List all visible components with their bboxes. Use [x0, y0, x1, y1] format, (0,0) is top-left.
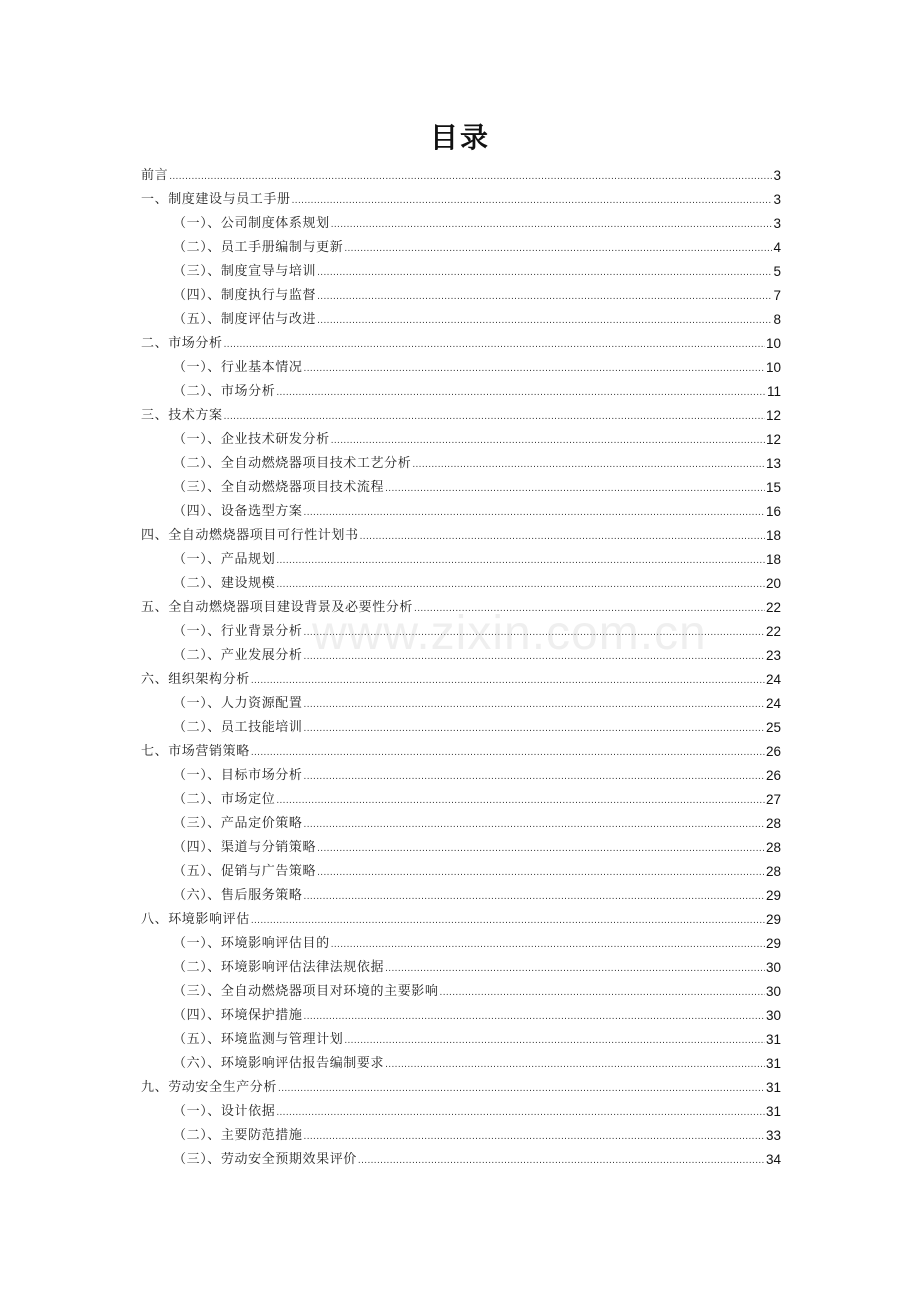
- toc-entry-label: （四）、环境保护措施: [173, 1008, 303, 1023]
- toc-entry-page-number: 11: [766, 384, 781, 399]
- toc-entry-page-number: 28: [765, 816, 781, 831]
- toc-entry-page-number: 31: [765, 1056, 781, 1071]
- toc-entry-page-number: 33: [765, 1128, 781, 1143]
- toc-section-entry[interactable]: [141, 688, 781, 712]
- toc-section-entry[interactable]: [141, 1144, 781, 1168]
- toc-section-entry[interactable]: [141, 760, 781, 784]
- dot-leader: [304, 818, 765, 832]
- toc-entry-label: （一）、环境影响评估目的: [173, 936, 330, 951]
- toc-section-entry[interactable]: [141, 448, 781, 472]
- dot-leader: [385, 962, 765, 976]
- dot-leader: [304, 506, 765, 520]
- toc-chapter-entry[interactable]: [141, 736, 781, 760]
- toc-entry-label: （一）、设计依据: [173, 1104, 276, 1119]
- toc-entry-page-number: 22: [765, 624, 781, 639]
- toc-entry-label: （二）、建设规模: [173, 576, 276, 591]
- toc-entry-label: 八、环境影响评估: [141, 912, 250, 927]
- toc-entry-page-number: 27: [765, 792, 781, 807]
- toc-section-entry[interactable]: [141, 712, 781, 736]
- toc-section-entry[interactable]: [141, 976, 781, 1000]
- toc-entry-label: （一）、人力资源配置: [173, 696, 303, 711]
- dot-leader: [224, 338, 765, 352]
- toc-entry-page-number: 30: [765, 960, 781, 975]
- toc-entry-page-number: 20: [765, 576, 781, 591]
- toc-chapter-entry[interactable]: [141, 904, 781, 928]
- toc-entry-label: （三）、全自动燃烧器项目技术流程: [173, 480, 385, 495]
- dot-leader: [292, 194, 773, 208]
- toc-section-entry[interactable]: [141, 208, 781, 232]
- toc-entry-label: （二）、环境影响评估法律法规依据: [173, 960, 385, 975]
- toc-entry-label: （三）、全自动燃烧器项目对环境的主要影响: [173, 984, 439, 999]
- dot-leader: [304, 362, 765, 376]
- toc-entry-label: （二）、产业发展分析: [173, 648, 303, 663]
- toc-section-entry[interactable]: [141, 304, 781, 328]
- dot-leader: [385, 1058, 765, 1072]
- toc-section-entry[interactable]: [141, 1120, 781, 1144]
- toc-entry-label: （五）、制度评估与改进: [173, 312, 317, 327]
- toc-section-entry[interactable]: [141, 352, 781, 376]
- toc-section-entry[interactable]: [141, 544, 781, 568]
- dot-leader: [344, 1034, 765, 1048]
- dot-leader: [278, 1082, 765, 1096]
- dot-leader: [317, 866, 765, 880]
- toc-entry-label: （一）、行业基本情况: [173, 360, 303, 375]
- toc-section-entry[interactable]: [141, 952, 781, 976]
- dot-leader: [414, 602, 765, 616]
- toc-section-entry[interactable]: [141, 808, 781, 832]
- dot-leader: [344, 242, 772, 256]
- toc-entry-page-number: 3: [773, 192, 781, 207]
- toc-entry-label: 六、组织架构分析: [141, 672, 250, 687]
- dot-leader: [385, 482, 765, 496]
- toc-section-entry[interactable]: [141, 376, 781, 400]
- dot-leader: [358, 1154, 765, 1168]
- toc-entry-label: 前言: [141, 168, 169, 183]
- toc-entry-label: （一）、企业技术研发分析: [173, 432, 330, 447]
- dot-leader: [331, 218, 773, 232]
- toc-entry-page-number: 31: [765, 1104, 781, 1119]
- toc-entry-page-number: 18: [765, 552, 781, 567]
- toc-entry-label: 一、制度建设与员工手册: [141, 192, 291, 207]
- toc-entry-page-number: 29: [765, 888, 781, 903]
- toc-section-entry[interactable]: [141, 880, 781, 904]
- toc-section-entry[interactable]: [141, 832, 781, 856]
- dot-leader: [317, 842, 765, 856]
- toc-entry-page-number: 7: [773, 288, 781, 303]
- dot-leader: [412, 458, 765, 472]
- toc-section-entry[interactable]: [141, 256, 781, 280]
- dot-leader: [251, 674, 765, 688]
- toc-entry-page-number: 25: [765, 720, 781, 735]
- toc-section-entry[interactable]: [141, 1024, 781, 1048]
- toc-entry-page-number: 28: [765, 864, 781, 879]
- dot-leader: [360, 530, 765, 544]
- toc-section-entry[interactable]: [141, 616, 781, 640]
- toc-entry-label: 三、技术方案: [141, 408, 223, 423]
- toc-entry-label: （二）、市场分析: [173, 384, 276, 399]
- toc-entry-label: （二）、全自动燃烧器项目技术工艺分析: [173, 456, 412, 471]
- toc-entry-page-number: 29: [765, 936, 781, 951]
- toc-entry-label: （四）、制度执行与监督: [173, 288, 317, 303]
- toc-entry-page-number: 16: [765, 504, 781, 519]
- dot-leader: [304, 698, 765, 712]
- toc-entry-label: （四）、渠道与分销策略: [173, 840, 317, 855]
- toc-entry-page-number: 12: [765, 432, 781, 447]
- dot-leader: [251, 914, 765, 928]
- toc-entry-label: （三）、制度宣导与培训: [173, 264, 317, 279]
- toc-section-entry[interactable]: [141, 928, 781, 952]
- toc-chapter-entry[interactable]: [141, 400, 781, 424]
- toc-entry-label: （五）、促销与广告策略: [173, 864, 317, 879]
- toc-entry-page-number: 10: [765, 360, 781, 375]
- toc-section-entry[interactable]: [141, 280, 781, 304]
- toc-chapter-entry[interactable]: [141, 184, 781, 208]
- toc-entry-label: （四）、设备选型方案: [173, 504, 303, 519]
- dot-leader: [304, 890, 765, 904]
- toc-section-entry[interactable]: [141, 424, 781, 448]
- toc-entry-page-number: 8: [773, 312, 781, 327]
- toc-entry-page-number: 24: [765, 696, 781, 711]
- toc-section-entry[interactable]: [141, 640, 781, 664]
- toc-entry-label: 二、市场分析: [141, 336, 223, 351]
- toc-entry-label: （五）、环境监测与管理计划: [173, 1032, 344, 1047]
- toc-chapter-entry[interactable]: [141, 664, 781, 688]
- page-title: 目录: [429, 121, 490, 154]
- toc-entry-label: （一）、行业背景分析: [173, 624, 303, 639]
- dot-leader: [331, 434, 765, 448]
- dot-leader: [317, 290, 772, 304]
- toc-chapter-entry[interactable]: [141, 328, 781, 352]
- dot-leader: [304, 1010, 765, 1024]
- toc-entry-label: 九、劳动安全生产分析: [141, 1080, 278, 1095]
- toc-chapter-entry[interactable]: [141, 1072, 781, 1096]
- dot-leader: [317, 314, 772, 328]
- toc-entry-label: （二）、主要防范措施: [173, 1128, 303, 1143]
- toc-entry-page-number: 24: [765, 672, 781, 687]
- toc-entry-page-number: 23: [765, 648, 781, 663]
- toc-entry-page-number: 26: [765, 768, 781, 783]
- dot-leader: [304, 626, 765, 640]
- toc-entry-page-number: 31: [765, 1032, 781, 1047]
- dot-leader: [276, 578, 765, 592]
- toc-entry-page-number: 34: [765, 1152, 781, 1167]
- toc-entry-label: （一）、目标市场分析: [173, 768, 303, 783]
- toc-section-entry[interactable]: [141, 784, 781, 808]
- toc-entry-page-number: 29: [765, 912, 781, 927]
- toc-chapter-entry[interactable]: [141, 592, 781, 616]
- dot-leader: [276, 554, 765, 568]
- toc-entry-label: （六）、售后服务策略: [173, 888, 303, 903]
- dot-leader: [304, 722, 765, 736]
- toc-entry-label: （六）、环境影响评估报告编制要求: [173, 1056, 385, 1071]
- toc-entry-page-number: 30: [765, 984, 781, 999]
- dot-leader: [304, 650, 765, 664]
- dot-leader: [317, 266, 772, 280]
- toc-chapter-entry[interactable]: [141, 520, 781, 544]
- dot-leader: [331, 938, 765, 952]
- dot-leader: [304, 1130, 765, 1144]
- toc-entry-page-number: 3: [773, 168, 781, 183]
- dot-leader: [304, 770, 765, 784]
- toc-entry-label: （二）、员工技能培训: [173, 720, 303, 735]
- toc-entry-label: （二）、员工手册编制与更新: [173, 240, 344, 255]
- toc-entry-page-number: 22: [765, 600, 781, 615]
- toc-entry-label: 四、全自动燃烧器项目可行性计划书: [141, 528, 359, 543]
- toc-section-entry[interactable]: [141, 568, 781, 592]
- toc-entry-page-number: 13: [765, 456, 781, 471]
- toc-entry-label: （三）、劳动安全预期效果评价: [173, 1152, 357, 1167]
- toc-chapter-entry[interactable]: [141, 160, 781, 184]
- toc-entry-label: 七、市场营销策略: [141, 744, 250, 759]
- toc-entry-page-number: 31: [765, 1080, 781, 1095]
- toc-section-entry[interactable]: [141, 1000, 781, 1024]
- dot-leader: [276, 794, 765, 808]
- toc-entry-label: （一）、公司制度体系规划: [173, 216, 330, 231]
- toc-entry-page-number: 12: [765, 408, 781, 423]
- dot-leader: [276, 386, 766, 400]
- toc-entry-page-number: 3: [773, 216, 781, 231]
- toc-section-entry[interactable]: [141, 1048, 781, 1072]
- dot-leader: [440, 986, 765, 1000]
- toc-entry-page-number: 30: [765, 1008, 781, 1023]
- watermark: www.zixin.com.cn: [312, 607, 707, 660]
- toc-entry-label: （一）、产品规划: [173, 552, 276, 567]
- toc-entry-label: （三）、产品定价策略: [173, 816, 303, 831]
- toc-section-entry[interactable]: [141, 856, 781, 880]
- toc-entry-label: （二）、市场定位: [173, 792, 276, 807]
- toc-entry-page-number: 28: [765, 840, 781, 855]
- table-of-contents: [141, 160, 781, 1168]
- toc-entry-page-number: 4: [773, 240, 781, 255]
- dot-leader: [251, 746, 765, 760]
- toc-entry-page-number: 15: [765, 480, 781, 495]
- dot-leader: [224, 410, 765, 424]
- toc-entry-label: 五、全自动燃烧器项目建设背景及必要性分析: [141, 600, 414, 615]
- toc-entry-page-number: 26: [765, 744, 781, 759]
- dot-leader: [169, 170, 772, 184]
- toc-section-entry[interactable]: [141, 472, 781, 496]
- toc-section-entry[interactable]: [141, 496, 781, 520]
- toc-entry-page-number: 18: [765, 528, 781, 543]
- toc-section-entry[interactable]: [141, 232, 781, 256]
- dot-leader: [276, 1106, 765, 1120]
- toc-entry-page-number: 10: [765, 336, 781, 351]
- toc-section-entry[interactable]: [141, 1096, 781, 1120]
- toc-entry-page-number: 5: [773, 264, 781, 279]
